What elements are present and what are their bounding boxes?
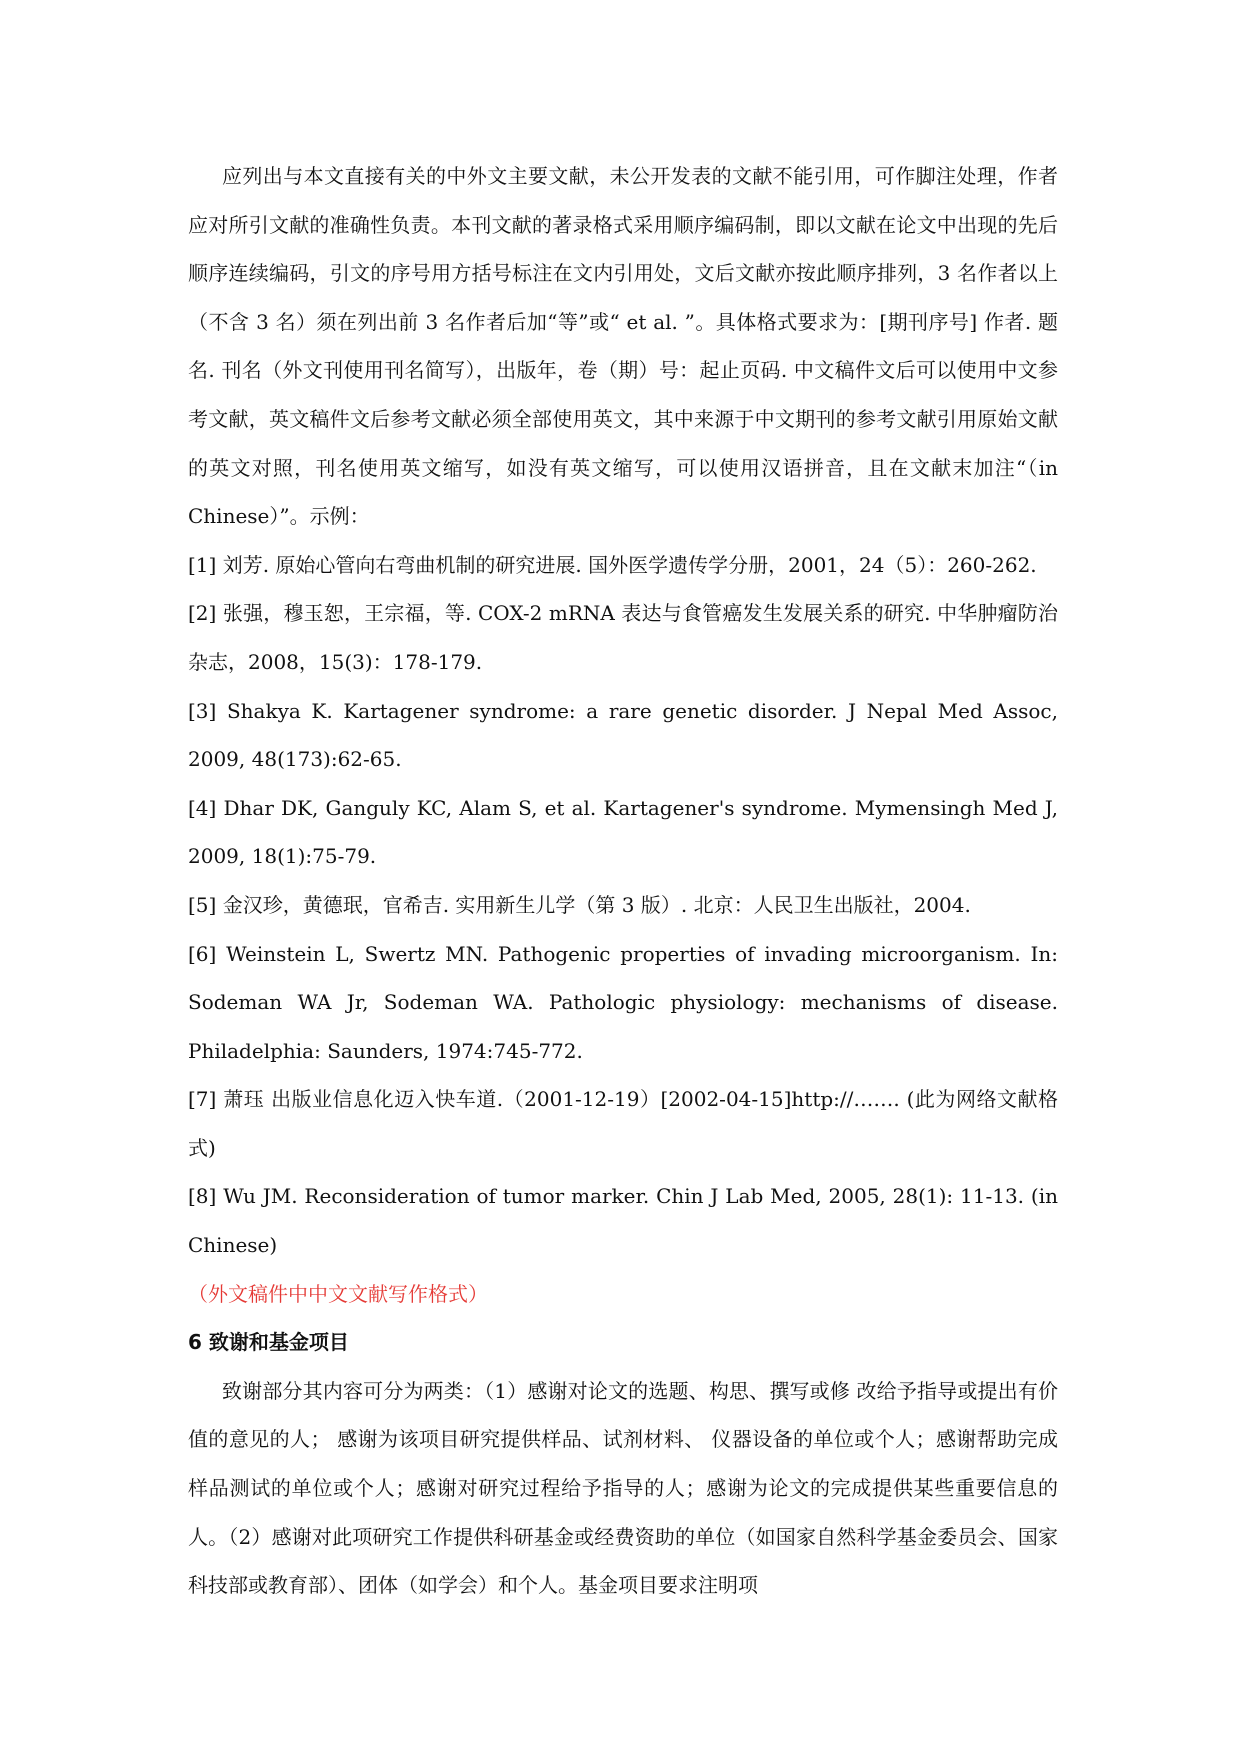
reference-text: 刘芳. 原始心管向右弯曲机制的研究进展. 国外医学遗传学分册，2001，24（5）：260-262. [216, 552, 1037, 577]
section-heading-acknowledgements: 6 致谢和基金项目 [188, 1330, 349, 1355]
reference-text: 张强，穆玉恕，王宗福，等. COX-2 mRNA 表达与食管癌发生发展关系的研究. 中华肿瘤防治杂志，2008，15(3)：178-179. [188, 601, 1058, 674]
document-page [188, 152, 1058, 1610]
references-intro-paragraph: 应列出与本文直接有关的中外文主要文献，未公开发表的文献不能引用，可作脚注处理，作者应对所引文献的准确性负责。本刊文献的著录格式采用顺序编码制，即以文献在论文中出现的先后顺序连续编码，引文的序号用方括号标注在文内引用处，文后文献亦按此顺序排列，3 名作者以上（不含 3 名）须在列出前 3 名作者后加“等”或“ et al. ”。具体格式要求为：[期刊序号] 作者. 题名. 刊名（外文刊使用刊名简写），出版年，卷（期）号：起止页码. 中文稿件文后可以使用中文参考文献，英文稿件文后参考文献必须全部使用英文，其中来源于中文期刊的参考文献引用原始文献的英文对照，刊名使用英文缩写，如没有英文缩写，可以使用汉语拼音，且在文献末加注“（in Chinese）”。示例： [188, 164, 1058, 529]
reference-number: [2] [188, 601, 217, 626]
reference-text: Weinstein L, Swertz MN. Pathogenic properties of invading microorganism. In: Sodeman WA Jr, Sodeman WA. Pathologic physiology: mechanisms of disease. Philadelphia: Saunders, 1974:745-772. [188, 941, 1058, 1063]
reference-item-1 [188, 541, 1058, 590]
reference-text: Dhar DK, Ganguly KC, Alam S, et al. Kartagener's syndrome. Mymensingh Med J, 2009, 18(1):75-79. [188, 795, 1058, 869]
reference-item-4 [188, 784, 1058, 881]
acknowledgements-paragraph: 致谢部分其内容可分为两类：（1）感谢对论文的选题、构思、撰写或修 改给予指导或提出有价值的意见的人； 感谢为该项目研究提供样品、试剂材料、 仪器设备的单位或个人；感谢帮助完成样品测试的单位或个人；感谢对研究过程给予指导的人；感谢为论文的完成提供某些重要信息的人。（2）感谢对此项研究工作提供科研基金或经费资助的单位（如国家自然科学基金委员会、国家科技部或教育部）、团体（如学会）和个人。基金项目要求注明项 [188, 1378, 1058, 1598]
reference-item-3 [188, 687, 1058, 784]
reference-item-6 [188, 930, 1058, 1076]
reference-number: [6] [188, 941, 217, 966]
reference-list [188, 541, 1058, 1270]
reference-item-7 [188, 1075, 1058, 1172]
reference-item-2 [188, 589, 1058, 686]
reference-text: 金汉珍，黄德珉，官希吉. 实用新生儿学（第 3 版）. 北京：人民卫生出版社，2004. [216, 892, 971, 917]
reference-number: [7] [188, 1087, 217, 1112]
reference-number: [5] [188, 892, 217, 917]
reference-item-8 [188, 1172, 1058, 1269]
reference-item-5 [188, 881, 1058, 930]
reference-number: [1] [188, 552, 217, 577]
reference-text: Wu JM. Reconsideration of tumor marker. Chin J Lab Med, 2005, 28(1): 11-13. (in Chinese) [188, 1184, 1058, 1258]
reference-number: [3] [188, 698, 217, 723]
reference-text: Shakya K. Kartagener syndrome: a rare genetic disorder. J Nepal Med Assoc, 2009, 48(173):62-65. [188, 698, 1058, 772]
foreign-manuscript-note: （外文稿件中中文文献写作格式） [188, 1281, 488, 1306]
reference-text: 萧珏 出版业信息化迈入快车道.（2001-12-19）[2002-04-15]http://……. (此为网络文献格式) [188, 1087, 1058, 1160]
reference-number: [8] [188, 1184, 217, 1209]
reference-number: [4] [188, 795, 217, 820]
